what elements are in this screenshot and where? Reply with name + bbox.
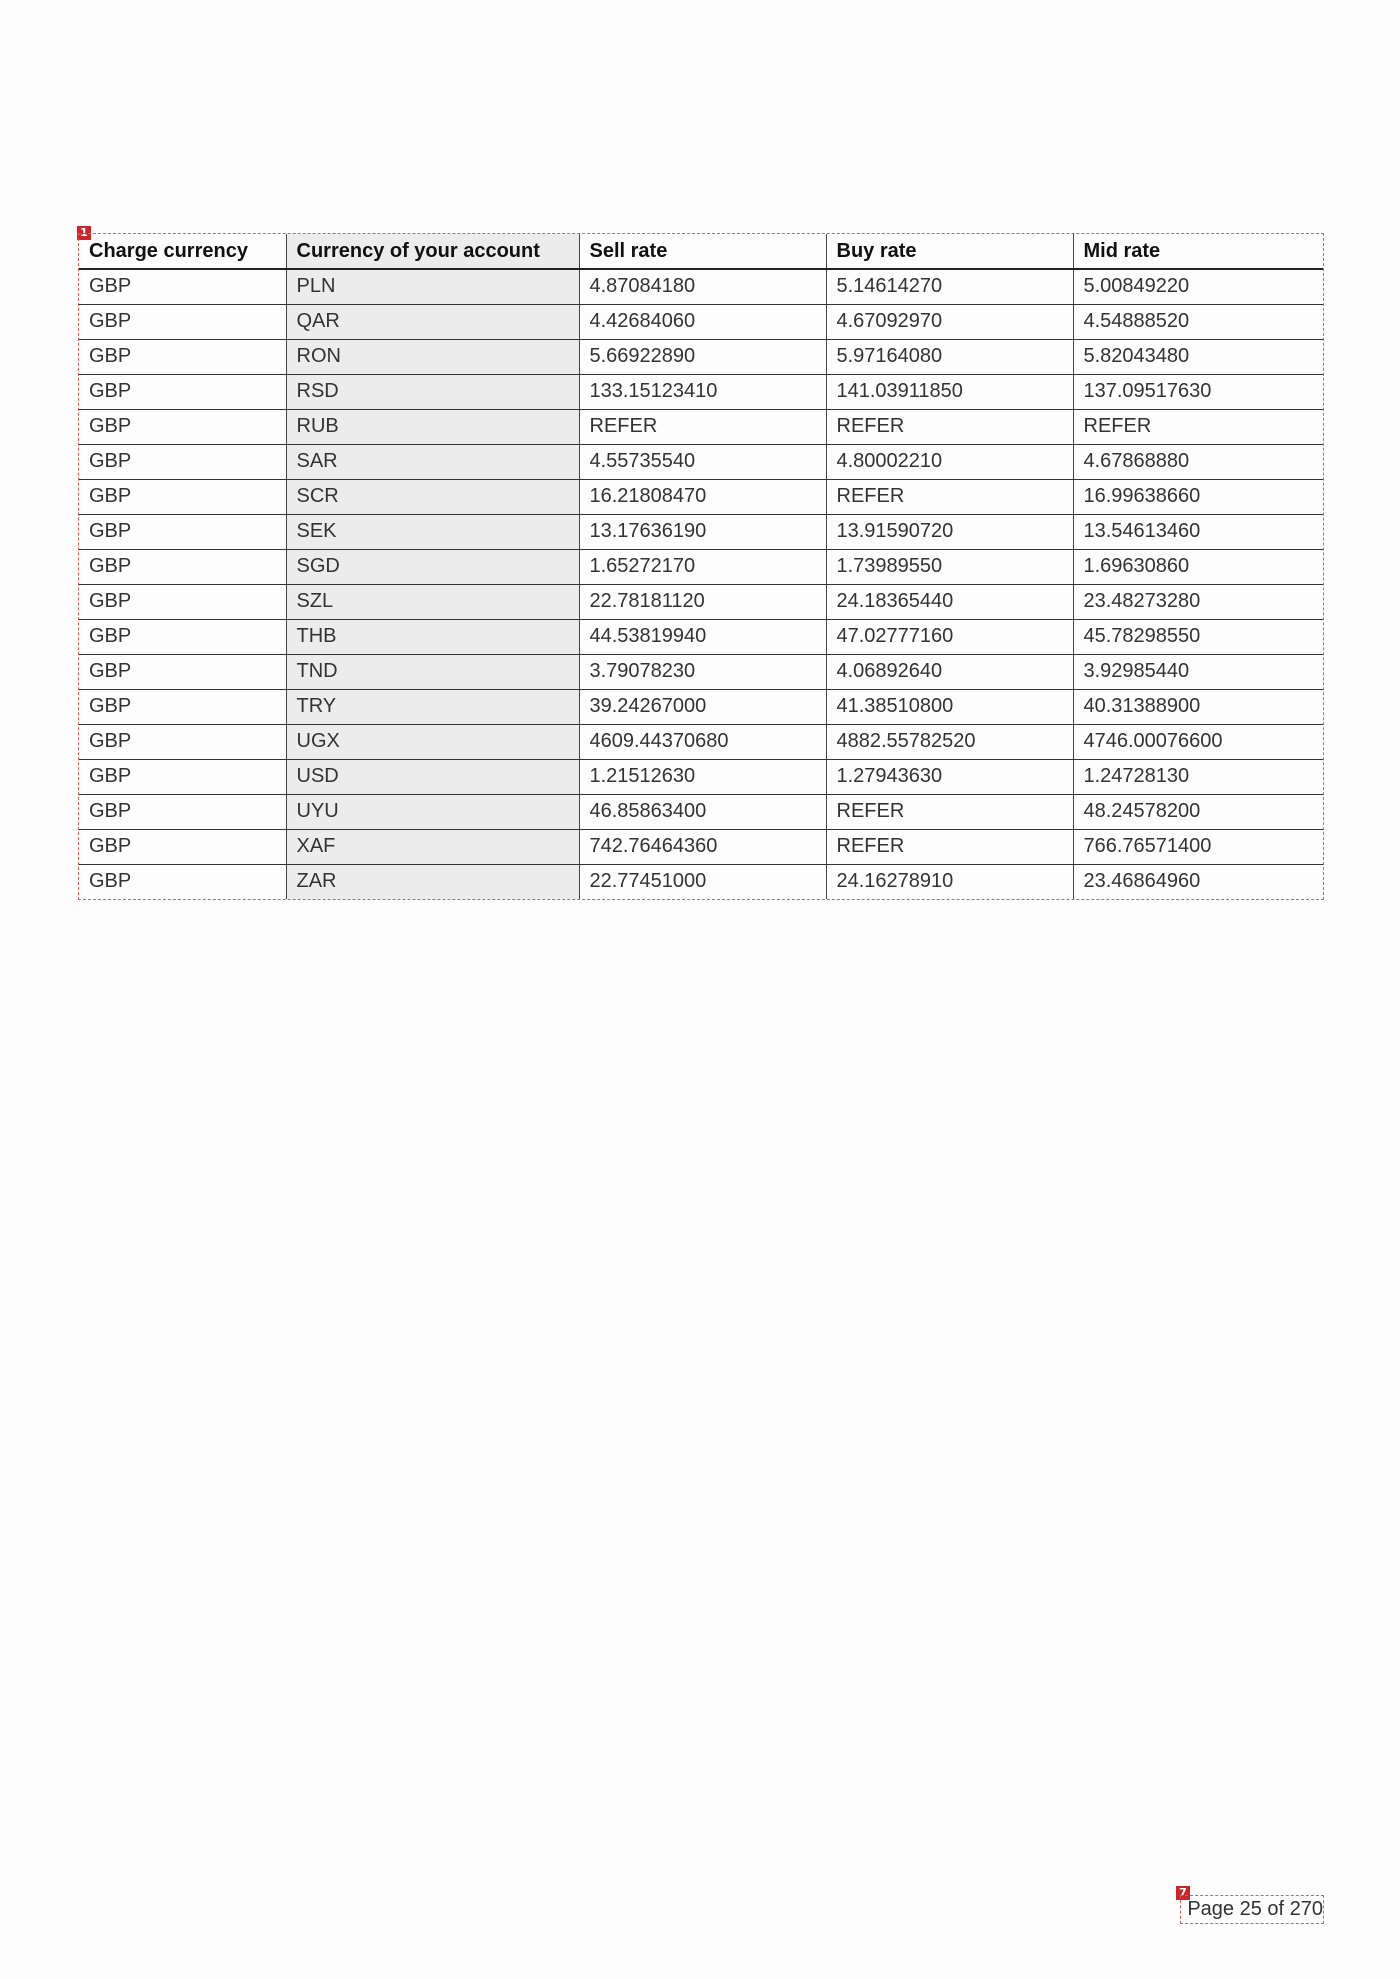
table-marker-badge: 1 xyxy=(77,226,91,240)
buy-rate-cell: 24.16278910 xyxy=(826,864,1073,899)
charge-currency-cell: GBP xyxy=(79,304,286,339)
buy-rate-cell: 5.14614270 xyxy=(826,269,1073,304)
table-row xyxy=(79,444,1323,479)
mid-rate-cell: 16.99638660 xyxy=(1073,479,1323,514)
mid-rate-cell: 23.46864960 xyxy=(1073,864,1323,899)
sell-rate-cell: 1.21512630 xyxy=(579,759,826,794)
mid-rate-cell: 1.24728130 xyxy=(1073,759,1323,794)
sell-rate-cell: 4.55735540 xyxy=(579,444,826,479)
table-row xyxy=(79,759,1323,794)
sell-rate-cell: 133.15123410 xyxy=(579,374,826,409)
table-row xyxy=(79,304,1323,339)
charge-currency-cell: GBP xyxy=(79,514,286,549)
header-mid-rate: Mid rate xyxy=(1073,234,1323,269)
header-charge-currency: Charge currency xyxy=(79,234,286,269)
header-sell-rate: Sell rate xyxy=(579,234,826,269)
buy-rate-cell: REFER xyxy=(826,829,1073,864)
exchange-rate-table xyxy=(79,234,1323,899)
buy-rate-cell: 4882.55782520 xyxy=(826,724,1073,759)
buy-rate-cell: 5.97164080 xyxy=(826,339,1073,374)
table-row xyxy=(79,339,1323,374)
buy-rate-cell: REFER xyxy=(826,794,1073,829)
sell-rate-cell: 46.85863400 xyxy=(579,794,826,829)
header-buy-rate: Buy rate xyxy=(826,234,1073,269)
charge-currency-cell: GBP xyxy=(79,654,286,689)
account-currency-cell: UYU xyxy=(286,794,579,829)
charge-currency-cell: GBP xyxy=(79,584,286,619)
charge-currency-cell: GBP xyxy=(79,794,286,829)
charge-currency-cell: GBP xyxy=(79,479,286,514)
table-row xyxy=(79,269,1323,304)
account-currency-cell: RON xyxy=(286,339,579,374)
sell-rate-cell: 22.78181120 xyxy=(579,584,826,619)
sell-rate-cell: 22.77451000 xyxy=(579,864,826,899)
buy-rate-cell: 24.18365440 xyxy=(826,584,1073,619)
exchange-rate-table-region xyxy=(78,233,1324,900)
table-row xyxy=(79,829,1323,864)
account-currency-cell: TRY xyxy=(286,689,579,724)
charge-currency-cell: GBP xyxy=(79,374,286,409)
account-currency-cell: SAR xyxy=(286,444,579,479)
table-row xyxy=(79,409,1323,444)
charge-currency-cell: GBP xyxy=(79,409,286,444)
mid-rate-cell: 3.92985440 xyxy=(1073,654,1323,689)
account-currency-cell: SZL xyxy=(286,584,579,619)
header-account-currency: Currency of your account xyxy=(286,234,579,269)
buy-rate-cell: 1.27943630 xyxy=(826,759,1073,794)
table-row xyxy=(79,479,1323,514)
mid-rate-cell: 13.54613460 xyxy=(1073,514,1323,549)
table-header-row xyxy=(79,234,1323,269)
table-row xyxy=(79,689,1323,724)
table-row xyxy=(79,619,1323,654)
mid-rate-cell: 48.24578200 xyxy=(1073,794,1323,829)
account-currency-cell: RSD xyxy=(286,374,579,409)
charge-currency-cell: GBP xyxy=(79,689,286,724)
mid-rate-cell: 23.48273280 xyxy=(1073,584,1323,619)
mid-rate-cell: 1.69630860 xyxy=(1073,549,1323,584)
account-currency-cell: USD xyxy=(286,759,579,794)
charge-currency-cell: GBP xyxy=(79,619,286,654)
charge-currency-cell: GBP xyxy=(79,724,286,759)
table-row xyxy=(79,514,1323,549)
sell-rate-cell: 16.21808470 xyxy=(579,479,826,514)
table-row xyxy=(79,584,1323,619)
table-row xyxy=(79,724,1323,759)
account-currency-cell: PLN xyxy=(286,269,579,304)
table-row xyxy=(79,549,1323,584)
account-currency-cell: UGX xyxy=(286,724,579,759)
sell-rate-cell: 1.65272170 xyxy=(579,549,826,584)
account-currency-cell: TND xyxy=(286,654,579,689)
sell-rate-cell: REFER xyxy=(579,409,826,444)
charge-currency-cell: GBP xyxy=(79,829,286,864)
account-currency-cell: XAF xyxy=(286,829,579,864)
account-currency-cell: ZAR xyxy=(286,864,579,899)
sell-rate-cell: 3.79078230 xyxy=(579,654,826,689)
sell-rate-cell: 39.24267000 xyxy=(579,689,826,724)
sell-rate-cell: 742.76464360 xyxy=(579,829,826,864)
charge-currency-cell: GBP xyxy=(89,870,132,893)
charge-currency-cell: GBP xyxy=(79,269,286,304)
charge-currency-cell: GBP xyxy=(79,444,286,479)
account-currency-cell: QAR xyxy=(286,304,579,339)
mid-rate-cell: 4.54888520 xyxy=(1073,304,1323,339)
mid-rate-cell: 5.00849220 xyxy=(1073,269,1323,304)
sell-rate-cell: 5.66922890 xyxy=(579,339,826,374)
sell-rate-cell: 13.17636190 xyxy=(579,514,826,549)
charge-currency-cell: GBP xyxy=(79,339,286,374)
table-body xyxy=(79,269,1323,899)
mid-rate-cell: 4746.00076600 xyxy=(1073,724,1323,759)
account-currency-cell: SCR xyxy=(286,479,579,514)
mid-rate-cell: 137.09517630 xyxy=(1073,374,1323,409)
account-currency-cell: RUB xyxy=(286,409,579,444)
mid-rate-cell: REFER xyxy=(1073,409,1323,444)
table-row xyxy=(79,864,1323,899)
buy-rate-cell: 47.02777160 xyxy=(826,619,1073,654)
charge-currency-cell: GBP xyxy=(79,549,286,584)
sell-rate-cell: 4.42684060 xyxy=(579,304,826,339)
mid-rate-cell: 45.78298550 xyxy=(1073,619,1323,654)
table-row xyxy=(79,374,1323,409)
buy-rate-cell: 13.91590720 xyxy=(826,514,1073,549)
sell-rate-cell: 44.53819940 xyxy=(579,619,826,654)
sell-rate-cell: 4.87084180 xyxy=(579,269,826,304)
page-number: Page 25 of 270 xyxy=(1180,1895,1324,1924)
table-row xyxy=(79,794,1323,829)
footer-marker-badge: 7 xyxy=(1176,1886,1190,1900)
mid-rate-cell: 40.31388900 xyxy=(1073,689,1323,724)
buy-rate-cell: 4.06892640 xyxy=(826,654,1073,689)
mid-rate-cell: 4.67868880 xyxy=(1073,444,1323,479)
sell-rate-cell: 4609.44370680 xyxy=(579,724,826,759)
table-row xyxy=(79,654,1323,689)
mid-rate-cell: 5.82043480 xyxy=(1073,339,1323,374)
buy-rate-cell: 4.67092970 xyxy=(826,304,1073,339)
mid-rate-cell: 766.76571400 xyxy=(1073,829,1323,864)
buy-rate-cell: 1.73989550 xyxy=(826,549,1073,584)
account-currency-cell: THB xyxy=(286,619,579,654)
buy-rate-cell: REFER xyxy=(826,409,1073,444)
buy-rate-cell: REFER xyxy=(826,479,1073,514)
account-currency-cell: SGD xyxy=(286,549,579,584)
buy-rate-cell: 41.38510800 xyxy=(826,689,1073,724)
charge-currency-cell: GBP xyxy=(79,759,286,794)
buy-rate-cell: 4.80002210 xyxy=(826,444,1073,479)
buy-rate-cell: 141.03911850 xyxy=(826,374,1073,409)
account-currency-cell: SEK xyxy=(286,514,579,549)
